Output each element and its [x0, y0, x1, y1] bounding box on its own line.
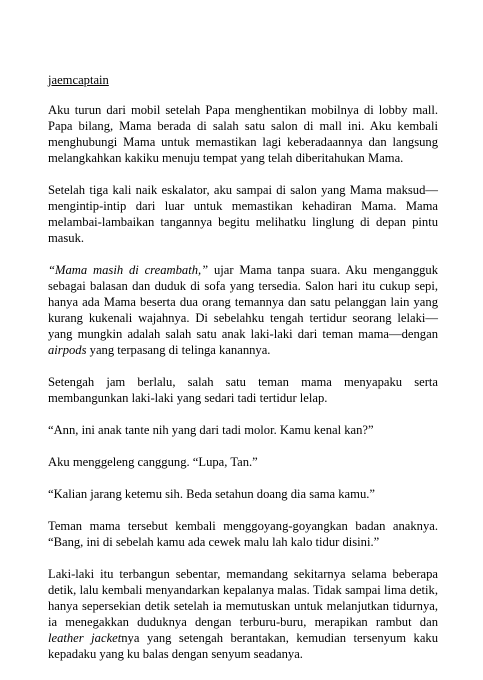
paragraph-6 — [48, 454, 438, 470]
paragraph-9 — [48, 566, 438, 662]
paragraph-3 — [48, 262, 438, 358]
paragraph-text: Aku menggeleng canggung. “Lupa, Tan.” — [48, 455, 258, 469]
paragraph-text: nya yang setengah berantakan, kemudian tersenyum kaku kepadaku yang ku balas dengan senyum seadanya. — [48, 631, 438, 661]
paragraph-text: Laki-laki itu terbangun sebentar, memandang sekitarnya selama beberapa detik, lalu kembali menyandarkan kepalanya malas. Tidak sampai lima detik, hanya sepersekian detik setelah ia memutuskan untuk melanjutkan tidurnya, ia menegakkan duduknya dengan terburu-buru, merapikan rambut dan — [48, 567, 438, 629]
paragraph-text: Aku turun dari mobil setelah Papa menghentikan mobilnya di lobby mall. Papa bilang, Mama berada di salah satu salon di mall ini. Aku kembali menghubungi Mama untuk memastikan lagi keberadaannya dan langsung melangkahkan kakiku menuju tempat yang telah diberitahukan Mama. — [48, 103, 438, 165]
paragraph-text: ujar Mama tanpa suara. Aku mengangguk sebagai balasan dan duduk di sofa yang tersedia. Salon hari itu cukup sepi, hanya ada Mama beserta dua orang temannya dan satu pelanggan lain yang kurang kukenali wajahnya. Di sebelahku tengah tertidur seorang lelaki—yang mungkin adalah salah satu anak laki-laki dari teman mama—dengan — [48, 263, 439, 341]
author-username: jaemcaptain — [48, 73, 109, 87]
paragraph-text: Setelah tiga kali naik eskalator, aku sampai di salon yang Mama maksud—mengintip-intip dari luar untuk memastikan kehadiran Mama. Mama melambai-lambaikan tangannya begitu melihatku linglung di depan pintu masuk. — [48, 183, 438, 245]
italic-dialogue: “Mama masih di creambath,” — [48, 263, 209, 277]
paragraph-7 — [48, 486, 438, 502]
paragraph-text: “Kalian jarang ketemu sih. Beda setahun doang dia sama kamu.” — [48, 487, 375, 501]
paragraph-text: Setengah jam berlalu, salah satu teman mama menyapaku serta membangunkan laki-laki yang sedari tadi tertidur lelap. — [48, 375, 438, 405]
paragraph-8 — [48, 518, 438, 550]
document-page — [48, 72, 438, 678]
paragraph-1 — [48, 102, 438, 166]
paragraph-2 — [48, 182, 438, 246]
paragraph-text: “Ann, ini anak tante nih yang dari tadi molor. Kamu kenal kan?” — [48, 423, 374, 437]
paragraph-text: Teman mama tersebut kembali menggoyang-goyangkan badan anaknya. “Bang, ini di sebelah kamu ada cewek malu lah kalo tidur disini.” — [48, 519, 438, 549]
italic-term: leather jacket — [48, 631, 122, 645]
paragraph-text: yang terpasang di telinga kanannya. — [86, 343, 271, 357]
paragraph-5 — [48, 422, 438, 438]
paragraph-4 — [48, 374, 438, 406]
italic-term: airpods — [48, 343, 87, 357]
